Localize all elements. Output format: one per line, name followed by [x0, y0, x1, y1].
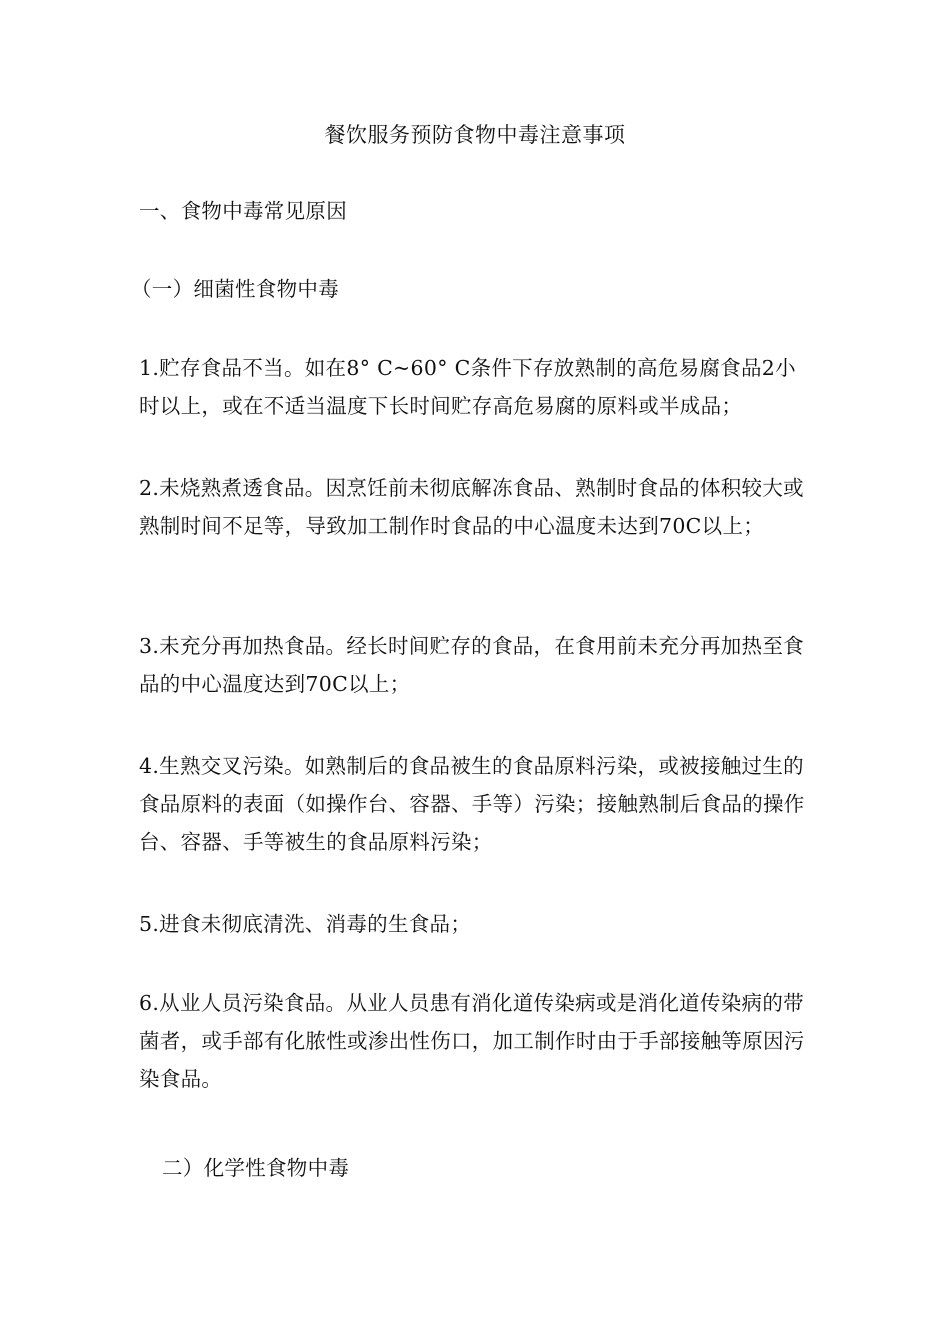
list-item-2: 2.未烧熟煮透食品。因烹饪前未彻底解冻食品、熟制时食品的体积较大或熟制时间不足等，导致加工制作时食品的中心温度未达到70C以上；: [139, 476, 804, 538]
list-item-5: 5.进食未彻底清洗、消毒的生食品；: [139, 912, 472, 936]
subsection-heading-chemical: 二）化学性食物中毒: [162, 1156, 350, 1180]
subsection-heading-bacterial: （一）细菌性食物中毒: [131, 277, 339, 301]
list-item-4: 4.生熟交叉污染。如熟制后的食品被生的食品原料污染，或被接触过生的食品原料的表面（如操作台、容器、手等）污染；接触熟制后食品的操作台、容器、手等被生的食品原料污染；: [139, 754, 805, 854]
list-item-1: 1.贮存食品不当。如在8° C~60° C条件下存放熟制的高危易腐食品2小时以上，或在不适当温度下长时间贮存高危易腐的原料或半成品；: [139, 356, 796, 418]
list-item-3: 3.未充分再加热食品。经长时间贮存的食品，在食用前未充分再加热至食品的中心温度达到70C以上；: [139, 634, 804, 696]
document-title: 餐饮服务预防食物中毒注意事项: [324, 123, 626, 147]
list-item-6: 6.从业人员污染食品。从业人员患有消化道传染病或是消化道传染病的带菌者，或手部有化脓性或渗出性伤口，加工制作时由于手部接触等原因污染食品。: [139, 991, 805, 1091]
section-heading-causes: 一、食物中毒常见原因: [139, 199, 347, 223]
